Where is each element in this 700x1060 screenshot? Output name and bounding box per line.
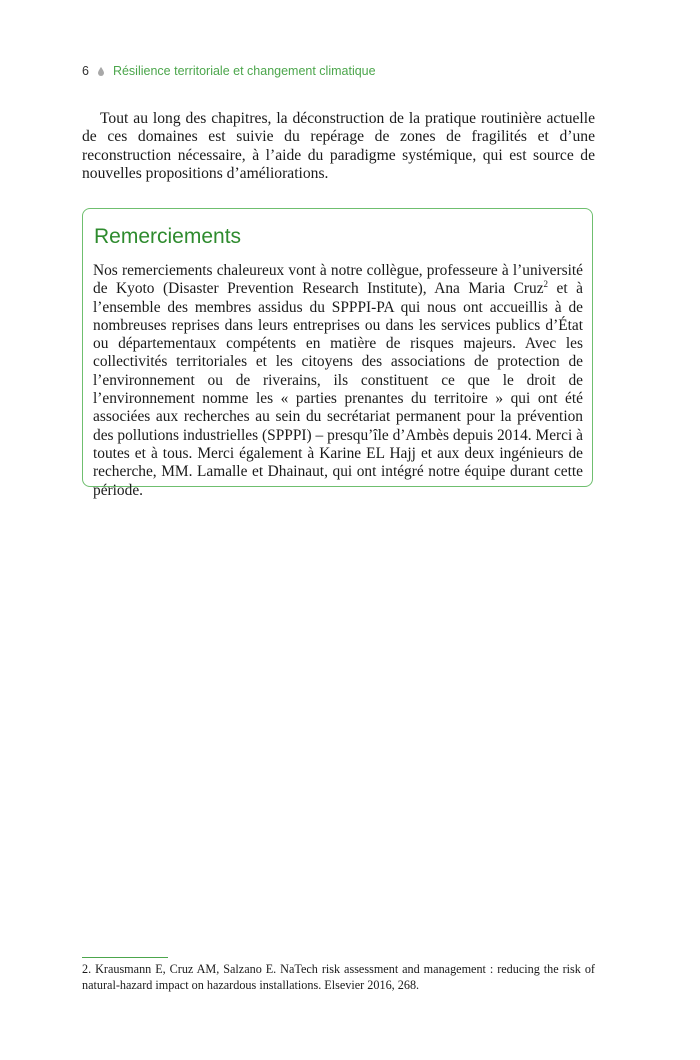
running-header bbox=[82, 64, 376, 78]
intro-paragraph: Tout au long des chapitres, la déconstruction de la pratique routinière actuelle de ces domaines est suivie du repérage de zones de fragilités et d’une reconstruction nécessaire, à l’aide du paradigme systémique, qui est source de nouvelles propositions d’améliorations. bbox=[82, 110, 595, 182]
footnote-separator bbox=[82, 957, 168, 958]
acknowledgements-box bbox=[82, 208, 593, 499]
footnote-reference[interactable]: 2 bbox=[543, 279, 549, 290]
running-header-title: Résilience territoriale et changement climatique bbox=[112, 64, 376, 78]
page-number: 6 bbox=[82, 64, 89, 78]
acknowledgements-title: Remerciements bbox=[94, 225, 242, 248]
acknowledgements-text bbox=[93, 262, 583, 500]
acknowledgements-text-part2: et à l’ensemble des membres assidus du SPPPI-PA qui nous ont accueillis à de nombreuses reprises dans leurs entreprises ou dans les services publics d’État ou départementaux compétents en matière de risques majeurs. Avec les collectivités territoriales et les citoyens des associations de protection de l’environnement ou de riverains, ils constituent ce que le droit de l’environnement nomme les « parties prenantes du territoire » qui ont été associées aux recherches au sein du secrétariat permanent pour la prévention des pollutions industrielles (SPPPI) – presqu’île d’Ambès depuis 2014. Merci à toutes et à tous. Merci également à Karine EL Hajj et aux deux ingénieurs de recherche, MM. Lamalle et Dhainaut, qui ont intégré notre équipe durant cette période. bbox=[93, 280, 583, 499]
footnote: 2. Krausmann E, Cruz AM, Salzano E. NaTech risk assessment and management : reducing the risk of natural-hazard impact on hazardous installations. Elsevier 2016, 268. bbox=[82, 962, 595, 992]
acknowledgements-text-part1: Nos remerciements chaleureux vont à notre collègue, professeure à l’université de Kyoto (Disaster Prevention Research Institute), Ana Maria Cruz bbox=[93, 262, 583, 298]
drop-icon bbox=[98, 67, 104, 76]
